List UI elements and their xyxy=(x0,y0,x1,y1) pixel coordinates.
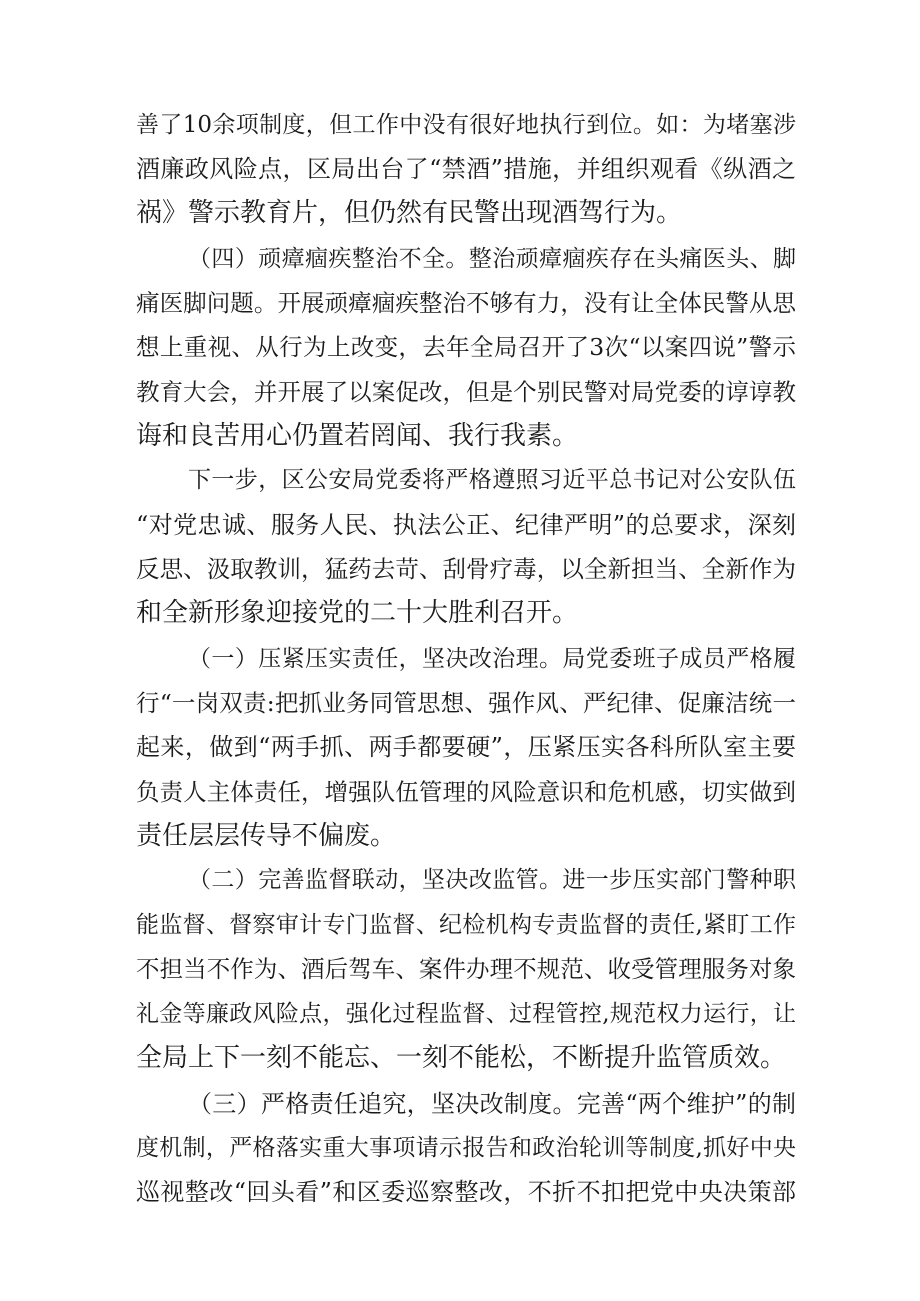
text-line: 礼金等廉政风险点，强化过程监督、过程管控,规范权力运行，让 xyxy=(136,1001,796,1027)
text-line: 想上重视、从行为上改变，去年全局召开了3次“以案四说”警示 xyxy=(136,333,796,361)
text-line: 酒廉政风险点，区局出台了“禁酒”措施，并组织观看《纵酒之 xyxy=(136,155,796,183)
text-line: 祸》警示教育片，但仍然有民警出现酒驾行为。 xyxy=(136,198,683,228)
text-line: 痛医脚问题。开展顽瘴痼疾整治不够有力，没有让全体民警从思 xyxy=(136,289,796,317)
text-line: 下一步，区公安局党委将严格遵照习近平总书记对公安队伍 xyxy=(188,467,796,493)
text-line: （一）压紧压实责任，坚决改治理。局党委班子成员严格履 xyxy=(188,646,796,672)
text-line: 全局上下一刻不能忘、一刻不能松，不断提升监管质效。 xyxy=(136,1043,787,1073)
text-line: 起来，做到“两手抓、两手都要硬”，压紧压实各科所队室主要 xyxy=(136,733,796,761)
text-line: “对党忠诚、服务人民、执法公正、纪律严明”的总要求，深刻 xyxy=(136,511,796,539)
text-line: 行“一岗双责:把抓业务同管思想、强作风、严纪律、促廉洁统一 xyxy=(136,689,796,717)
text-line: 责任层层传导不偏废。 xyxy=(136,821,397,851)
text-line: （二）完善监督联动，坚决改监管。进一步压实部门警种职 xyxy=(188,867,796,893)
text-line: 不担当不作为、酒后驾车、案件办理不规范、收受管理服务对象 xyxy=(136,955,796,983)
text-line: 诲和良苦用心仍置若罔闻、我行我素。 xyxy=(136,421,579,451)
text-line: （四）顽瘴痼疾整治不全。整治顽瘴痼疾存在头痛医头、脚 xyxy=(188,246,796,272)
text-line: 负责人主体责任，增强队伍管理的风险意识和危机感，切实做到 xyxy=(136,778,796,806)
text-line: 教育大会，并开展了以案促改，但是个别民警对局党委的谆谆教 xyxy=(136,378,796,406)
text-line: 反思、汲取教训，猛药去苛、刮骨疗毒，以全新担当、全新作为 xyxy=(136,555,796,583)
text-line: 巡视整改“回头看”和区委巡察整改，不折不扣把党中央决策部 xyxy=(136,1178,796,1206)
text-line: 能监督、督察审计专门监督、纪检机构专责监督的责任,紧盯工作 xyxy=(136,912,796,938)
text-line: 度机制，严格落实重大事项请示报告和政治轮训等制度,抓好中央 xyxy=(136,1135,796,1161)
text-line: （三）严格责任追究，坚决改制度。完善“两个维护”的制 xyxy=(188,1090,796,1118)
text-line: 善了10余项制度，但工作中没有很好地执行到位。如：为堵塞涉 xyxy=(136,112,796,138)
text-line: 和全新形象迎接党的二十大胜利召开。 xyxy=(136,598,579,628)
